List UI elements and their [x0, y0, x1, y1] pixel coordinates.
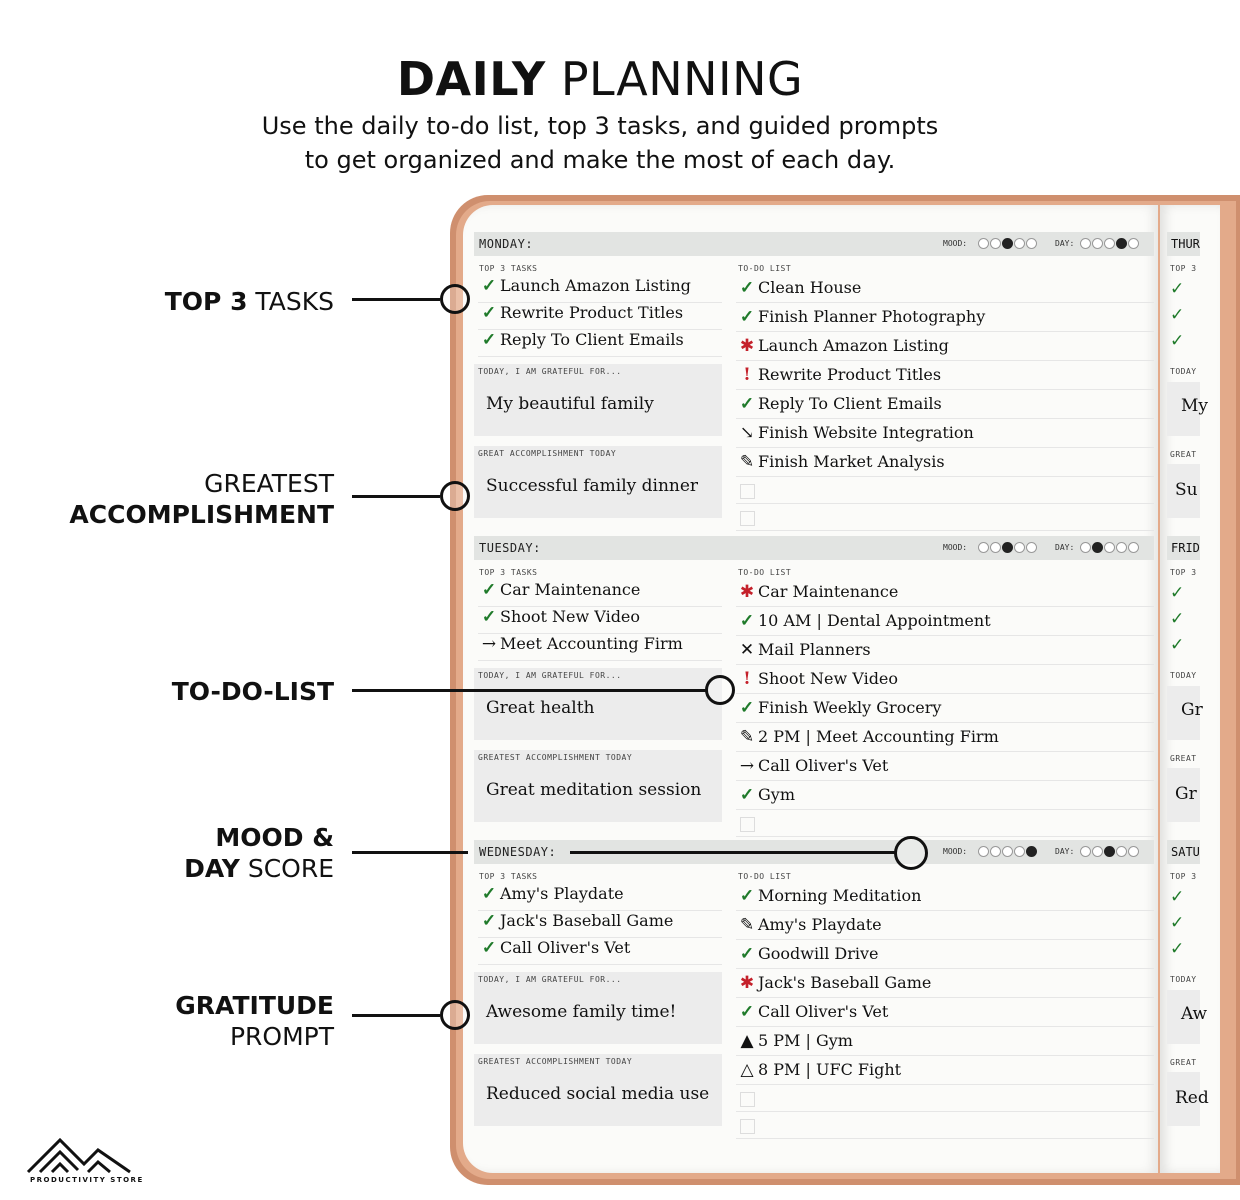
task-mark-icon: → [481, 634, 497, 654]
right-grateful-text: Aw [1181, 1004, 1208, 1024]
todo-text: 2 PM | Meet Accounting Firm [758, 727, 999, 746]
todo-text: Rewrite Product Titles [758, 365, 942, 384]
page-title: DAILY PLANNING [396, 52, 804, 106]
score-dot[interactable] [1026, 846, 1037, 857]
score-dot[interactable] [990, 846, 1001, 857]
top3-task[interactable] [478, 938, 722, 965]
task-mark-icon: ✓ [481, 303, 497, 323]
right-check-icons: ✓ ✓ ✓ [1170, 583, 1185, 655]
day-header [474, 536, 1154, 560]
todo-text: Goodwill Drive [758, 944, 879, 963]
todo-item[interactable] [736, 448, 1154, 477]
callout-line-greatest [352, 495, 440, 498]
task-mark-icon: ✓ [481, 884, 497, 904]
todo-mark-icon: ✕ [739, 640, 755, 660]
right-top3-label: TOP 3 [1170, 568, 1197, 577]
callout-line-mood-a [352, 851, 468, 854]
day-score[interactable] [1080, 542, 1139, 553]
score-dot[interactable] [1128, 238, 1139, 249]
score-dot[interactable] [1128, 542, 1139, 553]
todo-item[interactable] [736, 303, 1154, 332]
todo-text: 5 PM | Gym [758, 1031, 853, 1050]
score-dot[interactable] [1104, 542, 1115, 553]
accomplishment-box[interactable] [474, 1054, 722, 1126]
empty-checkbox[interactable] [740, 817, 755, 832]
top3-task[interactable] [478, 607, 722, 634]
mood-label: MOOD: [943, 847, 968, 856]
top3-label: TOP 3 TASKS [479, 264, 538, 273]
todo-text: Finish Planner Photography [758, 307, 986, 326]
mood-label: MOOD: [943, 543, 968, 552]
score-dot[interactable] [1014, 542, 1025, 553]
todo-empty-row[interactable] [736, 504, 1154, 531]
right-day-header [1167, 840, 1200, 864]
task-text: Call Oliver's Vet [500, 938, 631, 957]
callout-line-mood-b [570, 851, 895, 854]
todo-label: TO-DO LIST [738, 872, 792, 881]
todo-text: 8 PM | UFC Fight [758, 1060, 902, 1079]
task-text: Jack's Baseball Game [500, 911, 674, 930]
task-text: Launch Amazon Listing [500, 276, 691, 295]
callout-greatest: GREATEST ACCOMPLISHMENT [69, 469, 334, 529]
day-section [474, 232, 1154, 524]
todo-item[interactable] [736, 694, 1154, 723]
task-text: Car Maintenance [500, 580, 641, 599]
todo-mark-icon: ✓ [739, 611, 755, 631]
task-mark-icon: ✓ [481, 938, 497, 958]
empty-checkbox[interactable] [740, 484, 755, 499]
accomplishment-text: Great meditation session [486, 780, 702, 800]
todo-mark-icon: ! [743, 365, 751, 385]
score-dot[interactable] [1026, 238, 1037, 249]
grateful-box[interactable] [474, 364, 722, 436]
score-dot[interactable] [1080, 238, 1091, 249]
right-great-label: GREAT [1170, 1058, 1197, 1067]
right-accomplishment-box [1167, 768, 1200, 822]
day-score[interactable] [1080, 238, 1139, 249]
todo-text: Reply To Client Emails [758, 394, 942, 413]
todo-mark-icon: ✓ [739, 278, 755, 298]
todo-mark-icon: ! [743, 669, 751, 689]
task-text: Shoot New Video [500, 607, 641, 626]
right-day-header [1167, 232, 1200, 256]
todo-text: Launch Amazon Listing [758, 336, 949, 355]
top3-task[interactable] [478, 884, 722, 911]
todo-text: 10 AM | Dental Appointment [758, 611, 991, 630]
todo-mark-icon: ✓ [739, 394, 755, 414]
todo-mark-icon: ✓ [739, 698, 755, 718]
day-section [474, 840, 1154, 1132]
score-dot[interactable] [978, 846, 989, 857]
todo-mark-icon: ✱ [739, 336, 755, 356]
top3-task[interactable] [478, 303, 722, 330]
callout-gratitude: GRATITUDE PROMPT [175, 991, 334, 1051]
day-section [474, 536, 1154, 828]
top3-list [478, 276, 722, 357]
score-dot[interactable] [1002, 846, 1013, 857]
grateful-label: TODAY, I AM GRATEFUL FOR... [478, 671, 622, 680]
mood-score[interactable] [978, 238, 1037, 249]
todo-item[interactable] [736, 1027, 1154, 1056]
todo-text: Shoot New Video [758, 669, 899, 688]
right-grateful-text: Gr [1181, 700, 1203, 720]
todo-text: Mail Planners [758, 640, 871, 659]
right-today-label: TODAY [1170, 367, 1197, 376]
task-text: Amy's Playdate [500, 884, 624, 903]
score-dot[interactable] [978, 542, 989, 553]
callout-marker-mood [894, 836, 928, 870]
right-today-label: TODAY [1170, 671, 1197, 680]
todo-mark-icon: ✎ [739, 915, 755, 935]
score-dot[interactable] [1128, 846, 1139, 857]
todo-empty-row[interactable] [736, 810, 1154, 837]
score-dot[interactable] [1104, 238, 1115, 249]
todo-mark-icon: ↘ [739, 423, 755, 443]
score-dot[interactable] [1104, 846, 1115, 857]
todo-text: Clean House [758, 278, 862, 297]
todo-text: Jack's Baseball Game [758, 973, 932, 992]
empty-checkbox[interactable] [740, 511, 755, 526]
right-great-label: GREAT [1170, 754, 1197, 763]
todo-mark-icon: ✱ [739, 973, 755, 993]
right-top3-label: TOP 3 [1170, 264, 1197, 273]
todo-text: Amy's Playdate [758, 915, 882, 934]
logo-text: PRODUCTIVITY STORE [30, 1176, 144, 1184]
todo-text: Finish Market Analysis [758, 452, 945, 471]
todo-mark-icon: ✱ [739, 582, 755, 602]
callout-todo: TO-DO-LIST [171, 677, 334, 706]
right-grateful-box [1167, 686, 1203, 740]
todo-item[interactable] [736, 390, 1154, 419]
grateful-text: Great health [486, 698, 595, 718]
todo-item[interactable] [736, 578, 1154, 607]
empty-checkbox[interactable] [740, 1092, 755, 1107]
mood-score[interactable] [978, 542, 1037, 553]
grateful-label: TODAY, I AM GRATEFUL FOR... [478, 367, 622, 376]
subtitle-line-2: to get organized and make the most of each day. [304, 146, 896, 174]
task-mark-icon: ✓ [481, 580, 497, 600]
right-grateful-text: My [1181, 396, 1209, 416]
todo-mark-icon: ✎ [739, 727, 755, 747]
right-accomplishment-text: Su [1175, 480, 1198, 500]
todo-text: Gym [758, 785, 795, 804]
accomplishment-text: Successful family dinner [486, 476, 699, 496]
todo-mark-icon: ✓ [739, 886, 755, 906]
score-dot[interactable] [1080, 542, 1091, 553]
task-mark-icon: ✓ [481, 911, 497, 931]
score-dot[interactable] [1092, 542, 1103, 553]
score-dot[interactable] [990, 238, 1001, 249]
top3-task[interactable] [478, 911, 722, 938]
grateful-box[interactable] [474, 972, 722, 1044]
todo-item[interactable] [736, 665, 1154, 694]
todo-item[interactable] [736, 1056, 1154, 1085]
top3-list [478, 884, 722, 965]
callout-line-gratitude [352, 1014, 440, 1017]
todo-item[interactable] [736, 332, 1154, 361]
todo-item[interactable] [736, 607, 1154, 636]
grateful-text: My beautiful family [486, 394, 654, 414]
accomplishment-label: GREATEST ACCOMPLISHMENT TODAY [478, 1057, 633, 1066]
todo-empty-row[interactable] [736, 1085, 1154, 1112]
right-day-name: FRID [1171, 541, 1200, 555]
subtitle-line-1: Use the daily to-do list, top 3 tasks, and guided prompts [261, 112, 939, 140]
callout-marker-greatest [440, 481, 470, 511]
top3-task[interactable] [478, 580, 722, 607]
task-text: Meet Accounting Firm [500, 634, 683, 653]
day-score[interactable] [1080, 846, 1139, 857]
todo-mark-icon: △ [740, 1060, 754, 1080]
todo-mark-icon: ✓ [739, 785, 755, 805]
score-dot[interactable] [978, 238, 989, 249]
todo-mark-icon: ✓ [739, 307, 755, 327]
task-mark-icon: ✓ [481, 330, 497, 350]
todo-text: Call Oliver's Vet [758, 1002, 889, 1021]
right-check-icons: ✓ ✓ ✓ [1170, 887, 1185, 959]
day-name: MONDAY: [479, 237, 534, 251]
score-dot[interactable] [1014, 846, 1025, 857]
todo-label: TO-DO LIST [738, 568, 792, 577]
score-dot[interactable] [1080, 846, 1091, 857]
todo-list [736, 882, 1154, 1139]
right-day-name: THUR [1171, 237, 1200, 251]
todo-text: Finish Weekly Grocery [758, 698, 942, 717]
top3-task[interactable] [478, 634, 722, 661]
todo-item[interactable] [736, 723, 1154, 752]
task-mark-icon: ✓ [481, 276, 497, 296]
callout-line-todo [352, 689, 707, 692]
right-great-label: GREAT [1170, 450, 1197, 459]
right-accomplishment-box [1167, 464, 1200, 518]
todo-mark-icon: → [739, 756, 755, 776]
day-name: TUESDAY: [479, 541, 541, 555]
day-score-label: DAY: [1055, 847, 1075, 856]
callout-mood: MOOD & DAY SCORE [184, 823, 334, 883]
empty-checkbox[interactable] [740, 1119, 755, 1134]
right-day-name: SATU [1171, 845, 1200, 859]
todo-text: Call Oliver's Vet [758, 756, 889, 775]
score-dot[interactable] [1002, 238, 1013, 249]
score-dot[interactable] [1116, 542, 1127, 553]
right-top3-label: TOP 3 [1170, 872, 1197, 881]
score-dot[interactable] [1116, 846, 1127, 857]
score-dot[interactable] [1026, 542, 1037, 553]
accomplishment-box[interactable] [474, 750, 722, 822]
day-header [474, 232, 1154, 256]
todo-text: Car Maintenance [758, 582, 899, 601]
todo-empty-row[interactable] [736, 1112, 1154, 1139]
todo-item[interactable] [736, 940, 1154, 969]
todo-item[interactable] [736, 361, 1154, 390]
accomplishment-box[interactable] [474, 446, 722, 518]
callout-marker-todo [705, 675, 735, 705]
todo-mark-icon: ✓ [739, 944, 755, 964]
callout-line-top3 [352, 298, 440, 301]
score-dot[interactable] [990, 542, 1001, 553]
grateful-label: TODAY, I AM GRATEFUL FOR... [478, 975, 622, 984]
day-score-label: DAY: [1055, 543, 1075, 552]
todo-item[interactable] [736, 419, 1154, 448]
grateful-box[interactable] [474, 668, 722, 740]
task-text: Reply To Client Emails [500, 330, 684, 349]
top3-list [478, 580, 722, 661]
mood-score[interactable] [978, 846, 1037, 857]
todo-item[interactable] [736, 969, 1154, 998]
day-name: WEDNESDAY: [479, 845, 557, 859]
top3-task[interactable] [478, 276, 722, 303]
todo-item[interactable] [736, 636, 1154, 665]
todo-item[interactable] [736, 752, 1154, 781]
todo-item[interactable] [736, 274, 1154, 303]
score-dot[interactable] [1092, 846, 1103, 857]
score-dot[interactable] [1002, 542, 1013, 553]
right-grateful-box [1167, 990, 1208, 1044]
todo-item[interactable] [736, 911, 1154, 940]
todo-item[interactable] [736, 882, 1154, 911]
mood-label: MOOD: [943, 239, 968, 248]
todo-mark-icon: ✓ [739, 1002, 755, 1022]
todo-list [736, 274, 1154, 531]
top3-label: TOP 3 TASKS [479, 872, 538, 881]
callout-marker-gratitude [440, 1000, 470, 1030]
callout-marker-top3 [440, 284, 470, 314]
todo-empty-row[interactable] [736, 477, 1154, 504]
right-check-icons: ✓ ✓ ✓ [1170, 279, 1185, 351]
accomplishment-label: GREATEST ACCOMPLISHMENT TODAY [478, 753, 633, 762]
task-text: Rewrite Product Titles [500, 303, 684, 322]
todo-text: Morning Meditation [758, 886, 922, 905]
right-day-header [1167, 536, 1200, 560]
todo-mark-icon: ▲ [740, 1031, 754, 1051]
todo-list [736, 578, 1154, 837]
right-accomplishment-text: Red [1175, 1088, 1209, 1108]
right-grateful-box [1167, 382, 1209, 436]
todo-label: TO-DO LIST [738, 264, 792, 273]
right-today-label: TODAY [1170, 975, 1197, 984]
todo-item[interactable] [736, 998, 1154, 1027]
accomplishment-text: Reduced social media use [486, 1084, 710, 1104]
grateful-text: Awesome family time! [486, 1002, 677, 1022]
callout-top3: TOP 3 TASKS [164, 287, 334, 316]
score-dot[interactable] [1116, 238, 1127, 249]
task-mark-icon: ✓ [481, 607, 497, 627]
top3-label: TOP 3 TASKS [479, 568, 538, 577]
top3-task[interactable] [478, 330, 722, 357]
todo-text: Finish Website Integration [758, 423, 974, 442]
score-dot[interactable] [1092, 238, 1103, 249]
accomplishment-label: GREAT ACCOMPLISHMENT TODAY [478, 449, 617, 458]
right-accomplishment-text: Gr [1175, 784, 1197, 804]
right-accomplishment-box [1167, 1072, 1209, 1126]
todo-item[interactable] [736, 781, 1154, 810]
day-score-label: DAY: [1055, 239, 1075, 248]
todo-mark-icon: ✎ [739, 452, 755, 472]
score-dot[interactable] [1014, 238, 1025, 249]
